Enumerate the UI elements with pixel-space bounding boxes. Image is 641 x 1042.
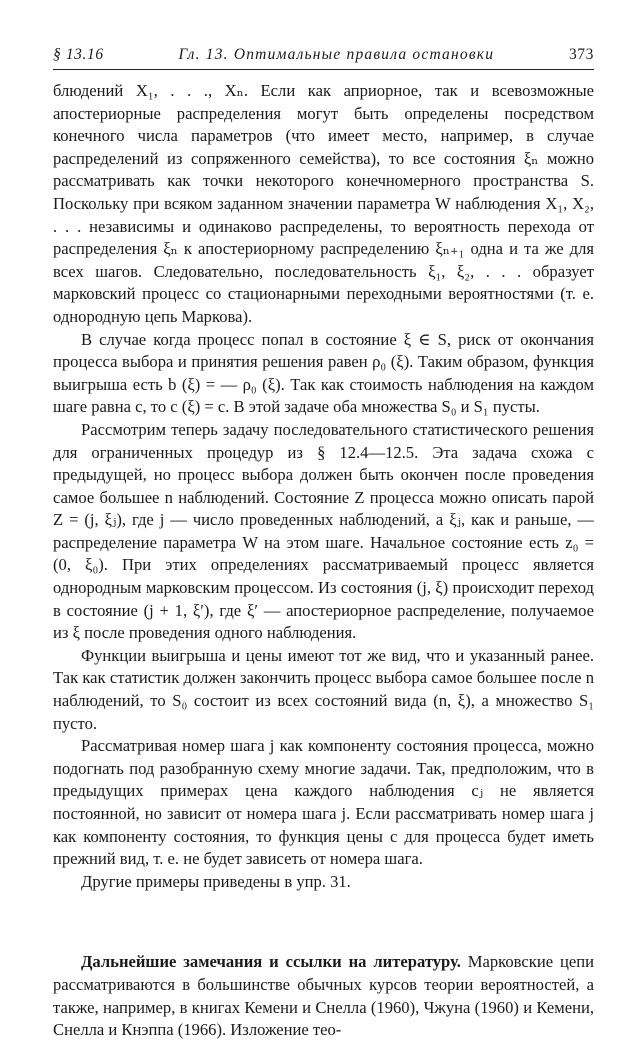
paragraph-continued: блюдений X₁, . . ., Xₙ. Если как априорное, так и всевозможные апостериорные распределения могут быть определены посредством конечного числа параметров (что имеет место, например, в случае распределений из сопряженного семейства), то все состояния ξₙ можно рассматривать как точки некоторого конечномерного пространства S. Поскольку при всяком заданном значении параметра W наблюдения X₁, X₂, . . . независимы и одинаково распределены, то вероятность перехода от распределения ξₙ к апостериорному распределению ξₙ₊₁ одна и та же для всех шагов. Следовательно, последовательность ξ₁, ξ₂, . . . образует марковский процесс со стационарными переходными вероятностями (т. е. однородную цепь Маркова). bbox=[53, 81, 594, 326]
paragraph: Функции выигрыша и цены имеют тот же вид, что и указанный ранее. Так как статистик должен закончить процесс выбора самое большее после n наблюдений, то S₀ состоит из всех состояний вида (n, ξ), а множество S₁ пусто. bbox=[53, 645, 594, 733]
paragraph bbox=[53, 951, 594, 1041]
running-header bbox=[53, 46, 594, 70]
paragraph: Рассматривая номер шага j как компоненту состояния процесса, можно подогнать под разобранную схему многие задачи. Так, предположим, что в предыдущих примерах цена каждого наблюдения cⱼ не является постоянной, но зависит от номера шага j. Если рассматривать номер шага j как компоненту состояния, то функция цены c для процесса будет иметь прежний вид, т. е. не будет зависеть от номера шага. bbox=[53, 736, 594, 869]
section-gap bbox=[53, 893, 594, 951]
remarks-text: Марковские цепи рассматриваются в большинстве обычных курсов теории вероятностей, а также, например, в книгах Кемени и Снелла (1960), Чжуна (1960) и Кемени, Снелла и Кнэппа (1966). Изложение тео- bbox=[53, 952, 594, 1040]
paragraph: Другие примеры приведены в упр. 31. bbox=[81, 871, 351, 891]
remarks-heading: Дальнейшие замечания и ссылки на литературу. bbox=[81, 952, 461, 972]
section-number: § 13.16 bbox=[53, 46, 104, 63]
page-number: 373 bbox=[568, 46, 594, 63]
further-remarks bbox=[53, 951, 594, 1041]
running-title: Гл. 13. Оптимальные правила остановки bbox=[178, 46, 495, 63]
main-text bbox=[53, 80, 594, 1042]
paragraph: В случае когда процесс попал в состояние ξ ∈ S, риск от окончания процесса выбора и принятия решения равен ρ₀ (ξ). Таким образом, функция выигрыша есть b (ξ) = — ρ₀ (ξ). Так как стоимость наблюдения на каждом шаге равна c, то c (ξ) = c. В этой задаче оба множества S₀ и S₁ пусты. bbox=[53, 329, 594, 417]
paragraph: Рассмотрим теперь задачу последовательного статистического решения для ограниченных процедур из § 12.4—12.5. Эта задача схожа с предыдущей, но процесс выбора должен быть окончен после проведения самое большее n наблюдений. Состояние Z процесса можно описать парой Z = (j, ξⱼ), где j — число проведенных наблюдений, а ξⱼ, как и раньше, — распределение параметра W на этом шаге. Начальное состояние есть z₀ = (0, ξ₀). При этих определениях рассматриваемый процесс является однородным марковским процессом. Из состояния (j, ξ) происходит переход в состояние (j + 1, ξ′), где ξ′ — апостериорное распределение, получаемое из ξ после проведения одного наблюдения. bbox=[53, 419, 594, 643]
